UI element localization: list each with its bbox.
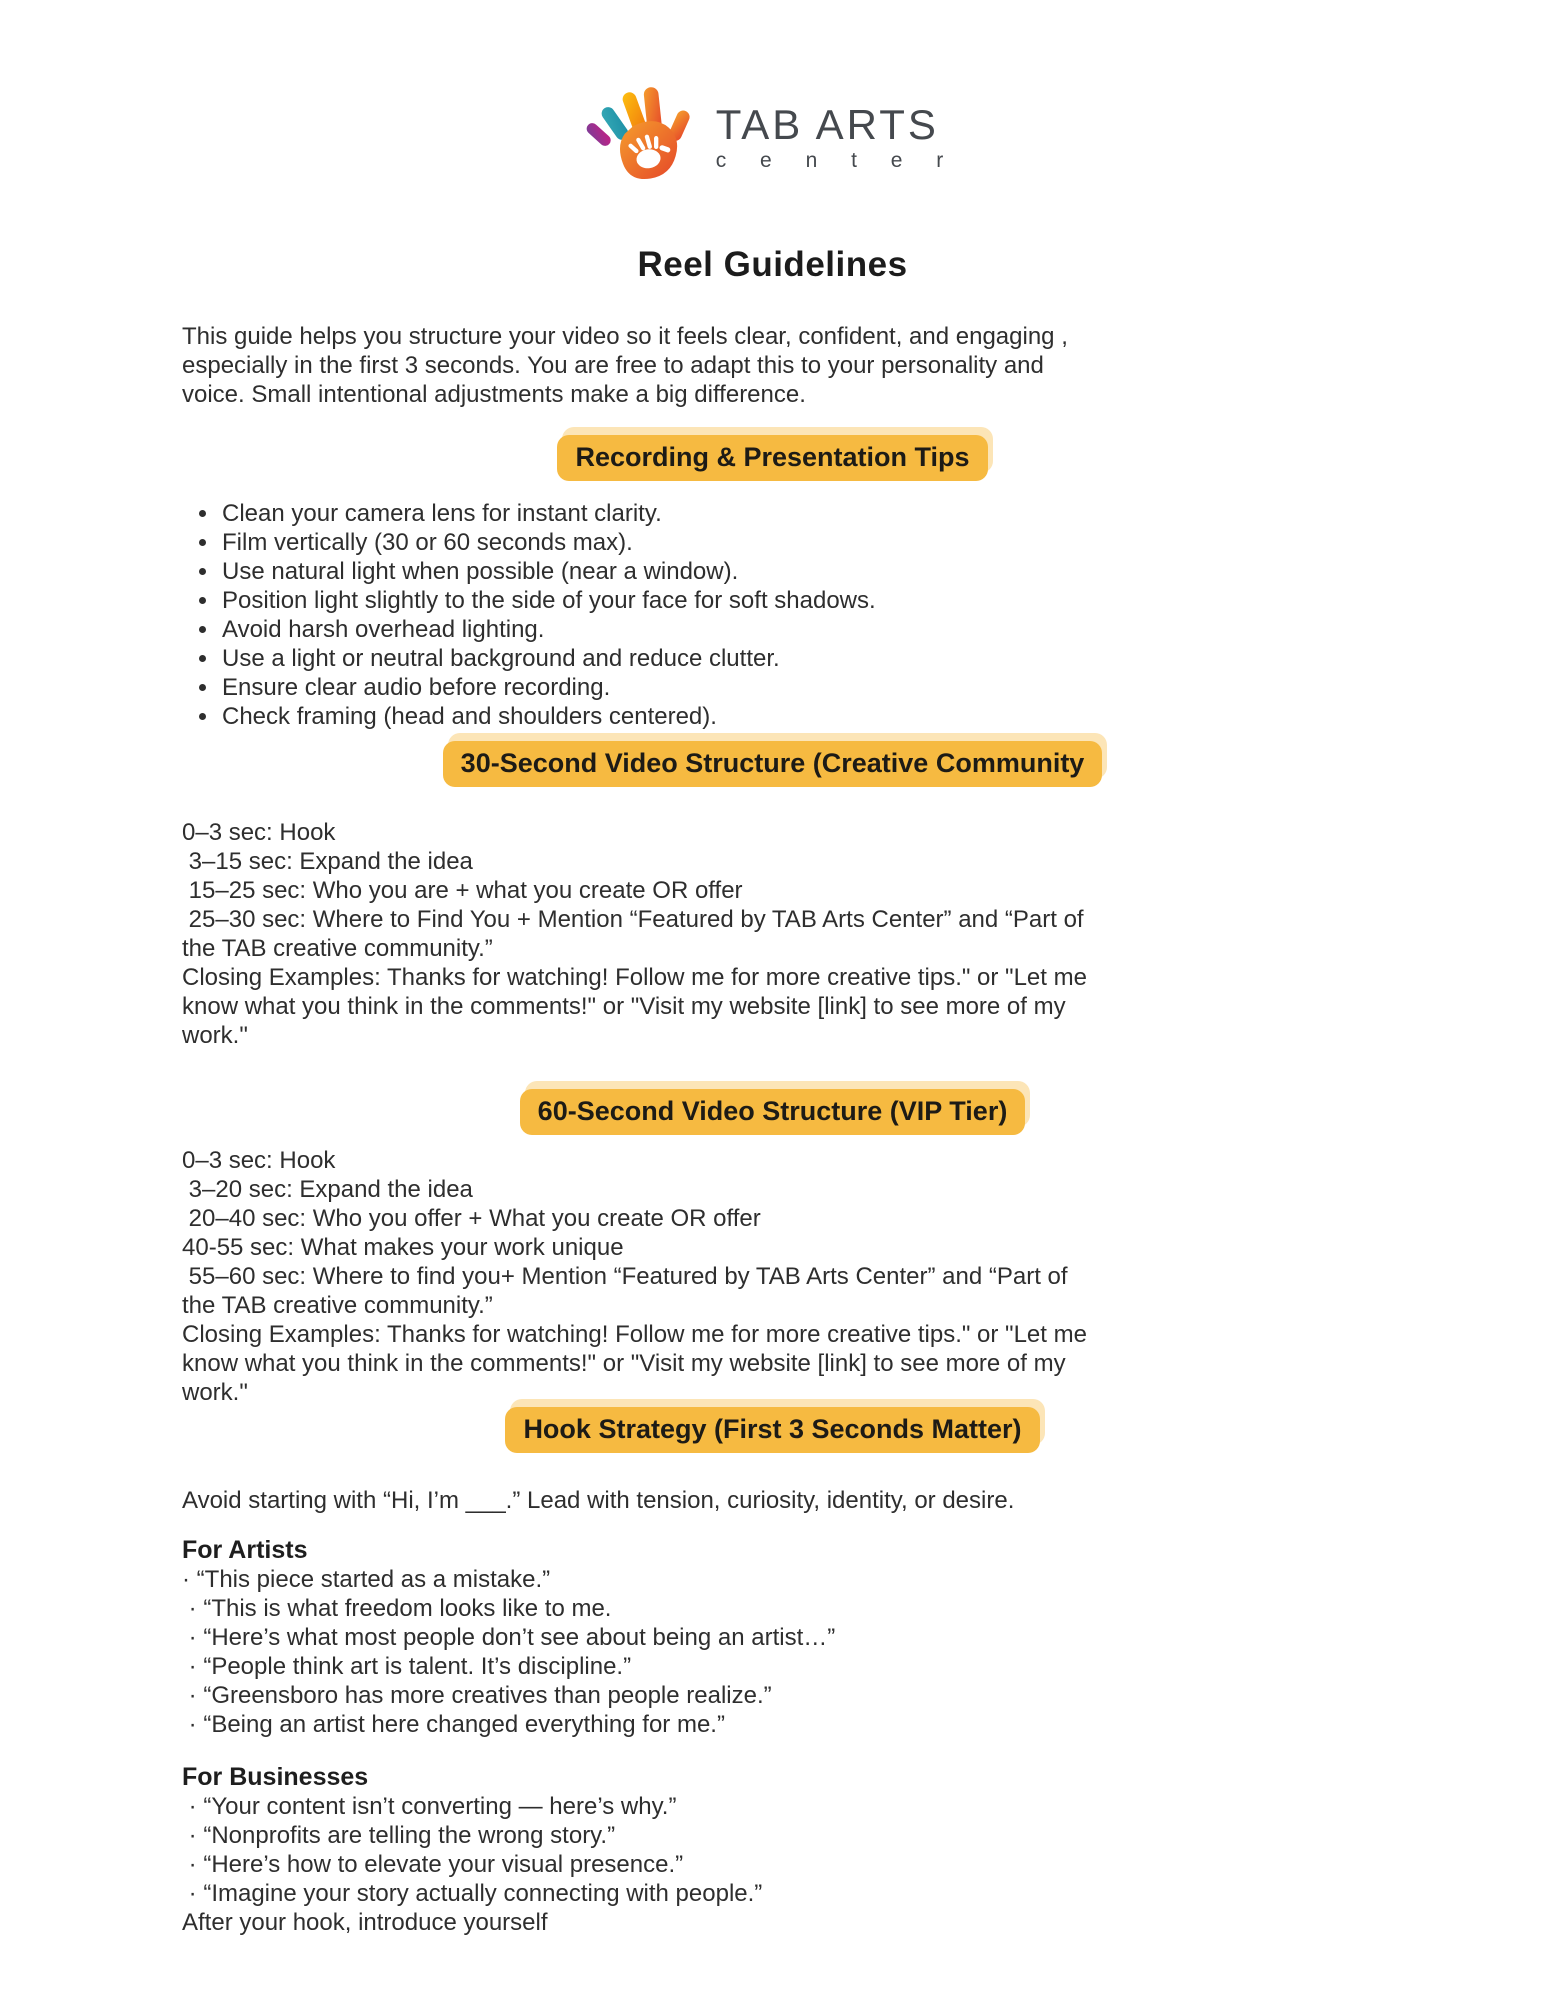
logo-brand-name: TAB ARTS (715, 100, 939, 148)
recording-tip-item: • Avoid harsh overhead lighting. (220, 615, 1363, 644)
structure-line: 40-55 sec: What makes your work unique (182, 1234, 624, 1261)
structure-line: 0–3 sec: Hook (182, 1147, 336, 1174)
section-heading-hook-strategy: Hook Strategy (First 3 Seconds Matter) (505, 1407, 1039, 1453)
section-recording (182, 435, 1363, 481)
business-hook-example: · “Imagine your story actually connecting with people.” (182, 1880, 763, 1907)
page-title: Reel Guidelines (637, 245, 908, 284)
recording-tip-item: • Film vertically (30 or 60 seconds max). (220, 528, 1363, 557)
section-heading-30-second-structure: 30-Second Video Structure (Creative Community (443, 741, 1103, 787)
section-heading-recording-tips: Recording & Presentation Tips (557, 435, 987, 481)
structure-line: work." (182, 1022, 248, 1049)
logo-brand-subtitle: c e n t e r (715, 149, 958, 173)
document-body (182, 322, 1363, 1937)
artist-hook-example: · “People think art is talent. It’s discipline.” (182, 1653, 632, 1680)
structure-line: 25–30 sec: Where to Find You + Mention “Featured by TAB Arts Center” and “Part of (182, 906, 1084, 933)
recording-tip-item: • Position light slightly to the side of your face for soft shadows. (220, 586, 1363, 615)
business-hook-example: · “Nonprofits are telling the wrong story.” (182, 1822, 616, 1849)
structure-line: work." (182, 1379, 248, 1406)
artist-hook-example: · “Being an artist here changed everything for me.” (182, 1711, 725, 1738)
hook-strategy-intro: Avoid starting with “Hi, I’m ___.” Lead with tension, curiosity, identity, or desire. (182, 1487, 1015, 1514)
for-artists-heading: For Artists (182, 1536, 308, 1564)
structure-line: 3–15 sec: Expand the idea (182, 848, 473, 875)
artist-hook-example: · “This is what freedom looks like to me. (182, 1595, 612, 1622)
recording-tip-item: • Clean your camera lens for instant clarity. (220, 499, 1363, 528)
after-hook-note: After your hook, introduce yourself (182, 1909, 548, 1936)
logo-text (715, 100, 960, 173)
business-hook-example: · “Your content isn’t converting — here’s why.” (182, 1793, 677, 1820)
section-30-second (182, 741, 1363, 787)
intro-line: This guide helps you structure your video so it feels clear, confident, and engaging , (182, 323, 1068, 350)
handprint-logo-icon (586, 84, 698, 192)
business-hook-examples (182, 1792, 1363, 1908)
recording-tip-item: • Check framing (head and shoulders centered). (220, 702, 1363, 731)
structure-line: 20–40 sec: Who you offer + What you create OR offer (182, 1205, 761, 1232)
structure-line: 3–20 sec: Expand the idea (182, 1176, 473, 1203)
structure-line: 15–25 sec: Who you are + what you create OR offer (182, 877, 743, 904)
for-businesses-heading: For Businesses (182, 1763, 369, 1791)
recording-tip-item: • Use natural light when possible (near a window). (220, 557, 1363, 586)
structure-line: the TAB creative community.” (182, 935, 493, 962)
artist-hook-examples (182, 1565, 1363, 1739)
artist-hook-example: · “Greensboro has more creatives than people realize.” (182, 1682, 772, 1709)
section-heading-60-second-structure: 60-Second Video Structure (VIP Tier) (520, 1089, 1026, 1135)
structure-line: Closing Examples: Thanks for watching! Follow me for more creative tips." or "Let me (182, 964, 1087, 991)
section-hook-strategy (182, 1407, 1363, 1453)
intro-line: especially in the first 3 seconds. You are free to adapt this to your personality and (182, 352, 1044, 379)
tab-arts-logo (0, 0, 1545, 192)
intro-paragraph (182, 322, 1363, 409)
structure-line: Closing Examples: Thanks for watching! Follow me for more creative tips." or "Let me (182, 1321, 1087, 1348)
recording-tips-list (182, 499, 1363, 731)
artist-hook-example: · “Here’s what most people don’t see about being an artist…” (182, 1624, 836, 1651)
structure-line: know what you think in the comments!" or "Visit my website [link] to see more of my (182, 1350, 1066, 1377)
recording-tip-item: • Ensure clear audio before recording. (220, 673, 1363, 702)
structure-line: 55–60 sec: Where to find you+ Mention “Featured by TAB Arts Center” and “Part of (182, 1263, 1068, 1290)
business-hook-example: · “Here’s how to elevate your visual presence.” (182, 1851, 684, 1878)
structure-line: know what you think in the comments!" or "Visit my website [link] to see more of my (182, 993, 1066, 1020)
section-60-second (182, 1089, 1363, 1135)
recording-tip-item: • Use a light or neutral background and reduce clutter. (220, 644, 1363, 673)
structure-line: the TAB creative community.” (182, 1292, 493, 1319)
structure-line: 0–3 sec: Hook (182, 819, 336, 846)
intro-line: voice. Small intentional adjustments make a big difference. (182, 381, 806, 408)
thirty-second-structure-text (182, 818, 1363, 1050)
sixty-second-structure-text (182, 1146, 1363, 1407)
artist-hook-example: · “This piece started as a mistake.” (182, 1566, 551, 1593)
